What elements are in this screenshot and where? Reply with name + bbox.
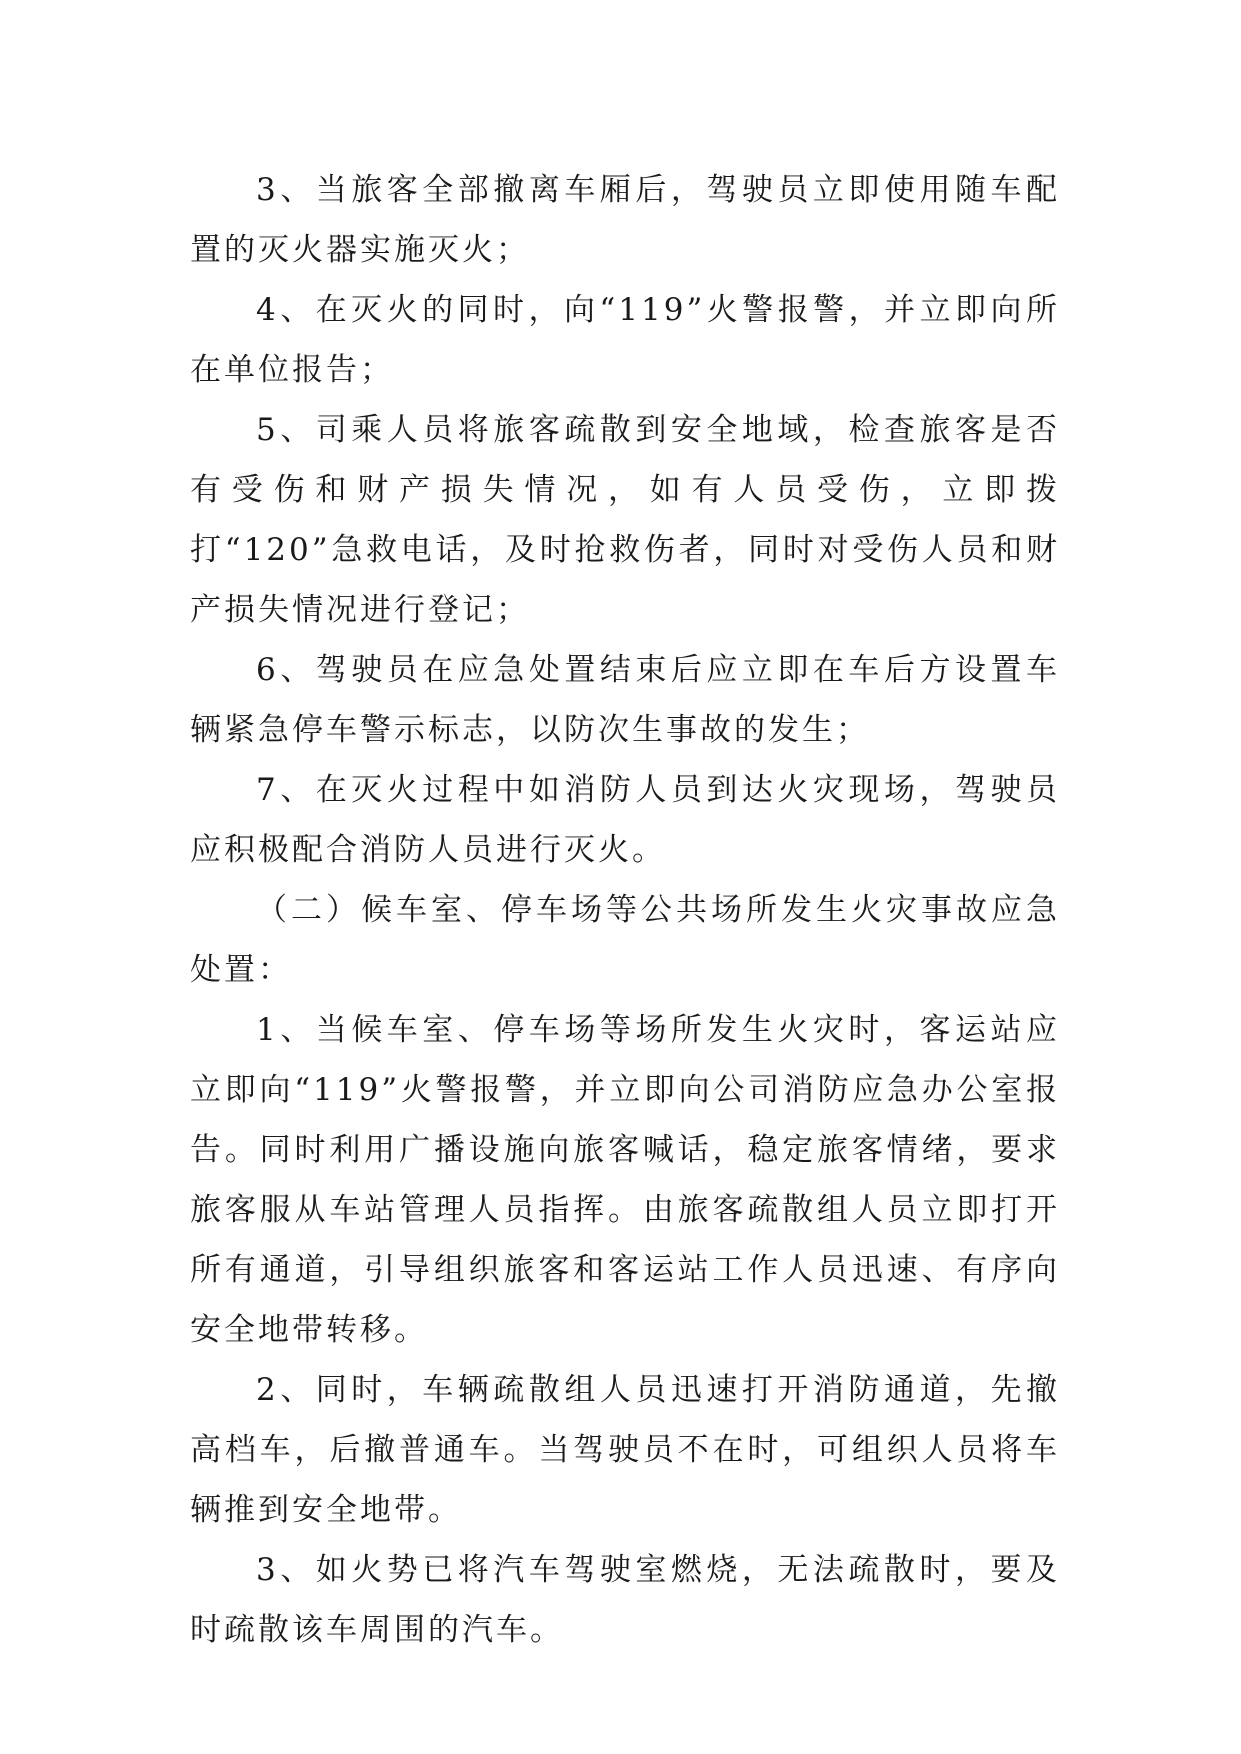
paragraph-public-step-2: 2、同时，车辆疏散组人员迅速打开消防通道，先撤高档车，后撤普通车。当驾驶员不在时，可组织人员将车辆推到安全地带。 [190,1372,1060,1528]
document-body [190,160,1060,1660]
paragraph-step-5-evacuate: 5、司乘人员将旅客疏散到安全地域，检查旅客是否有受伤和财产损失情况，如有人员受伤，立即拨打“120”急救电话，及时抢救伤者，同时对受伤人员和财产损失情况进行登记； [190,412,1060,628]
paragraph-step-4-report: 4、在灭火的同时，向“119”火警报警，并立即向所在单位报告； [190,292,1060,388]
paragraph-step-3-extinguish: 3、当旅客全部撤离车厢后，驾驶员立即使用随车配置的灭火器实施灭火； [190,172,1060,268]
paragraph-public-step-3: 3、如火势已将汽车驾驶室燃烧，无法疏散时，要及时疏散该车周围的汽车。 [190,1552,1060,1648]
paragraph-public-step-1: 1、当候车室、停车场等场所发生火灾时，客运站应立即向“119”火警报警，并立即向公司消防应急办公室报告。同时利用广播设施向旅客喊话，稳定旅客情绪，要求旅客服从车站管理人员指挥。由旅客疏散组人员立即打开所有通道，引导组织旅客和客运站工作人员迅速、有序向安全地带转移。 [190,1012,1060,1348]
paragraph-step-6-warning-sign: 6、驾驶员在应急处置结束后应立即在车后方设置车辆紧急停车警示标志，以防次生事故的发生； [190,652,1060,748]
paragraph-step-7-cooperate: 7、在灭火过程中如消防人员到达火灾现场，驾驶员应积极配合消防人员进行灭火。 [190,772,1060,868]
section-heading-public-places: （二）候车室、停车场等公共场所发生火灾事故应急处置： [190,892,1060,988]
